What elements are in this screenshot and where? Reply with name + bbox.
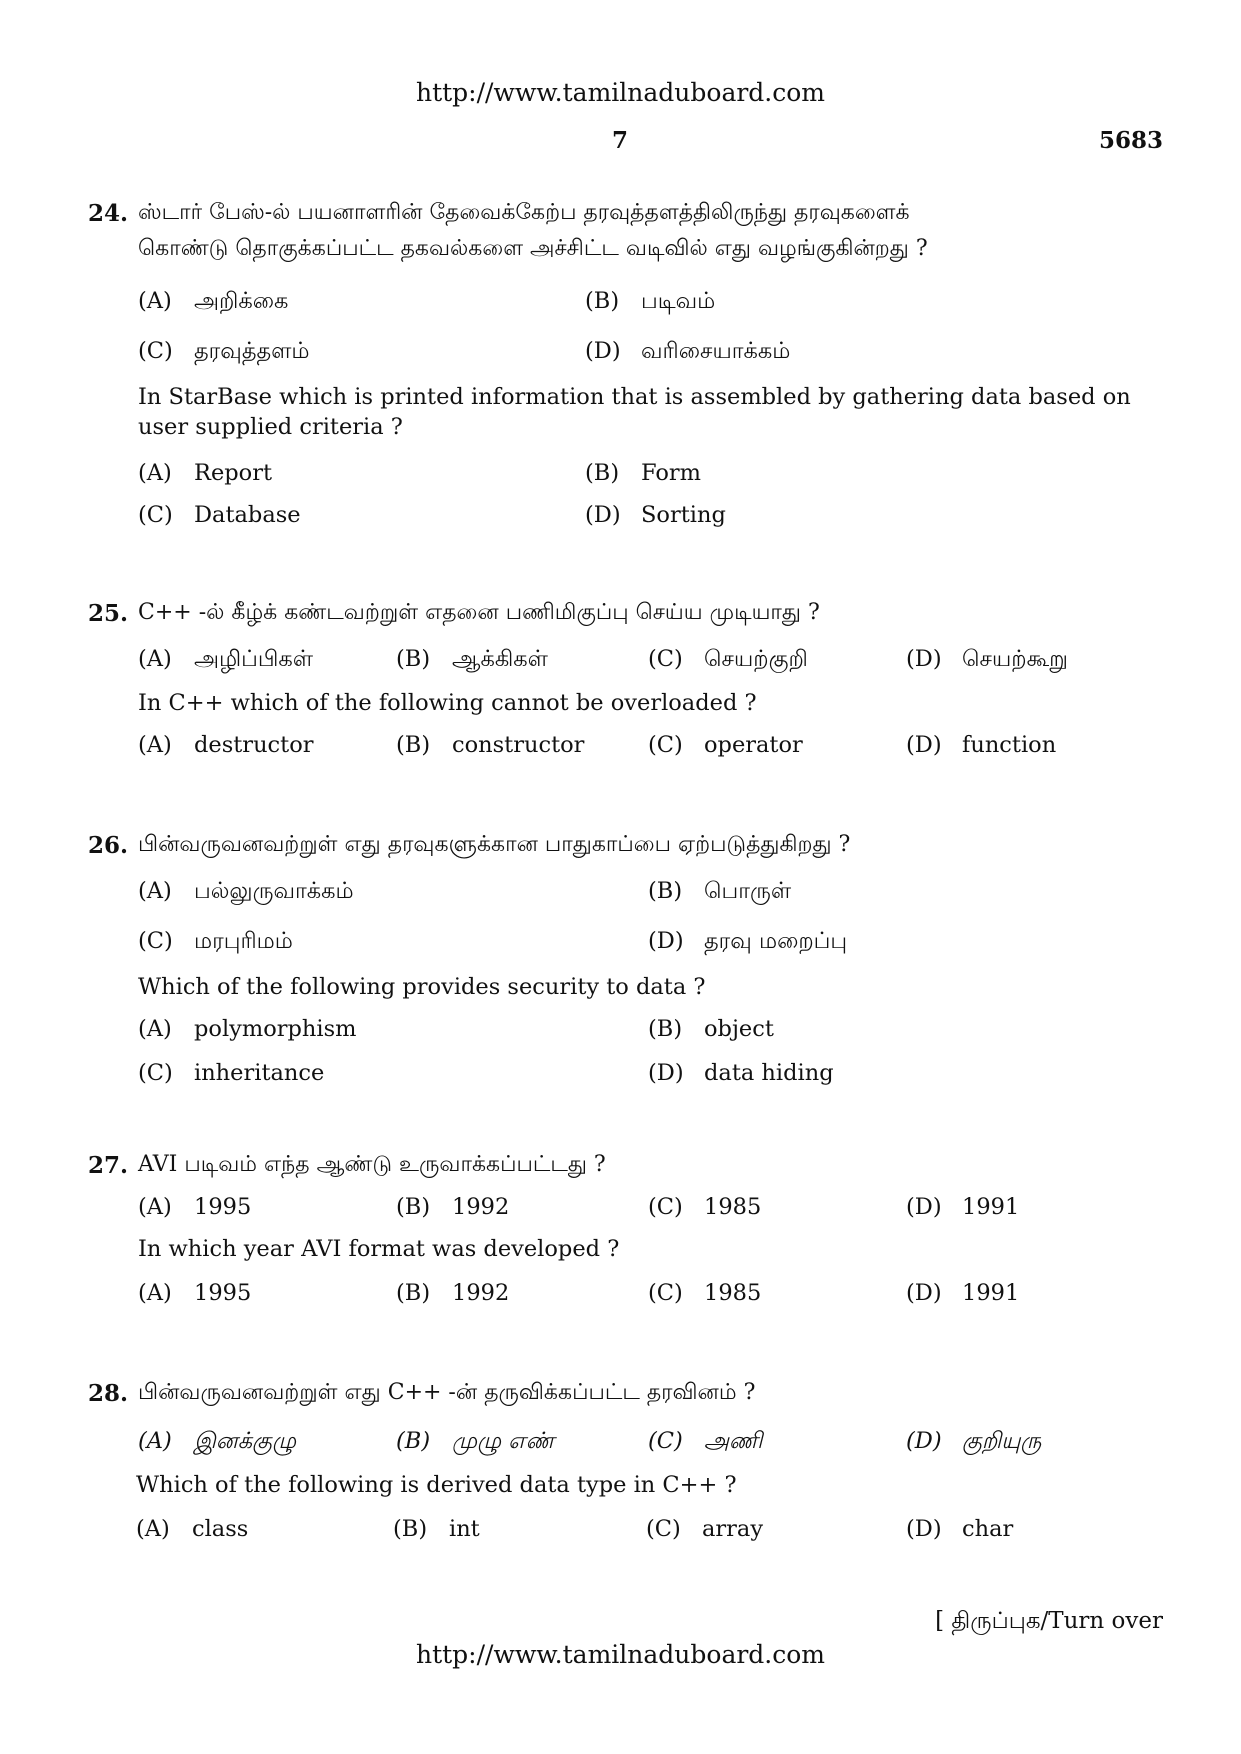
paper-code: 5683 <box>1098 127 1163 154</box>
header-url: http://www.tamilnaduboard.com <box>415 78 826 107</box>
turn-over-note: [ திருப்புக/Turn over <box>935 1608 1163 1634</box>
option-tamil-d: (D) 1991 <box>906 1194 1020 1220</box>
question-tamil-line: ஸ்டார் பேஸ்-ல் பயனாளரின் தேவைக்கேற்ப தரவுத்தளத்திலிருந்து தரவுகளைக் <box>138 200 910 225</box>
option-english-a: (A) destructor <box>138 732 314 758</box>
option-english-a: (A) polymorphism <box>138 1016 357 1042</box>
question-number: 24. <box>88 200 129 227</box>
option-english-d: (D) Sorting <box>585 502 726 528</box>
question-tamil-line: C++ -ல் கீழ்க் கண்டவற்றுள் எதனை பணிமிகுப்பு செய்ய முடியாது ? <box>138 600 820 625</box>
option-english-a: (A) 1995 <box>138 1280 252 1306</box>
option-tamil-d: (D) வரிசையாக்கம் <box>585 338 791 364</box>
question-tamil-line: AVI படிவம் எந்த ஆண்டு உருவாக்கப்பட்டது ? <box>138 1152 606 1177</box>
option-tamil-b: (B) ஆக்கிகள் <box>396 646 548 672</box>
option-tamil-b: (B) படிவம் <box>585 288 716 314</box>
page-number: 7 <box>611 127 628 154</box>
question-tamil-line: பின்வருவனவற்றுள் எது தரவுகளுக்கான பாதுகாப்பை ஏற்படுத்துகிறது ? <box>138 832 851 857</box>
option-english-b: (B) Form <box>585 460 702 486</box>
question-tamil-line: பின்வருவனவற்றுள் எது C++ -ன் தருவிக்கப்பட்ட தரவினம் ? <box>138 1380 756 1405</box>
option-tamil-b: (B) முழு எண் <box>396 1428 555 1454</box>
question-english-line: Which of the following is derived data type in C++ ? <box>136 1472 737 1498</box>
option-tamil-c: (C) அணி <box>648 1428 763 1454</box>
option-tamil-a: (A) 1995 <box>138 1194 252 1220</box>
option-tamil-c: (C) செயற்குறி <box>648 646 808 672</box>
option-english-c: (C) operator <box>648 732 803 758</box>
question-tamil-line: கொண்டு தொகுக்கப்பட்ட தகவல்களை அச்சிட்ட வடிவில் எது வழங்குகின்றது ? <box>138 236 928 261</box>
option-english-c: (C) inheritance <box>138 1060 325 1086</box>
option-english-b: (B) object <box>648 1016 774 1042</box>
question-number: 26. <box>88 832 129 859</box>
question-english-line: In StarBase which is printed information that is assembled by gathering data based on <box>138 384 1131 410</box>
question-number: 28. <box>88 1380 129 1407</box>
option-tamil-c: (C) மரபுரிமம் <box>138 928 293 954</box>
option-english-b: (B) constructor <box>396 732 585 758</box>
option-english-d: (D) function <box>906 732 1057 758</box>
option-tamil-b: (B) பொருள் <box>648 878 792 904</box>
footer-url: http://www.tamilnaduboard.com <box>415 1640 826 1669</box>
option-english-b: (B) int <box>393 1516 480 1542</box>
option-tamil-a: (A) அழிப்பிகள் <box>138 646 314 672</box>
option-tamil-a: (A) பல்லுருவாக்கம் <box>138 878 354 904</box>
option-tamil-a: (A) இனக்குழு <box>138 1428 296 1454</box>
option-english-d: (D) data hiding <box>648 1060 834 1086</box>
option-english-a: (A) class <box>136 1516 249 1542</box>
question-number: 25. <box>88 600 129 627</box>
question-english-line: Which of the following provides security to data ? <box>138 974 706 1000</box>
option-tamil-c: (C) தரவுத்தளம் <box>138 338 310 364</box>
option-english-b: (B) 1992 <box>396 1280 510 1306</box>
option-english-d: (D) 1991 <box>906 1280 1020 1306</box>
option-english-d: (D) char <box>906 1516 1014 1542</box>
option-tamil-d: (D) தரவு மறைப்பு <box>648 928 848 954</box>
option-english-c: (C) array <box>646 1516 764 1542</box>
option-tamil-d: (D) செயற்கூறு <box>906 646 1068 672</box>
option-tamil-a: (A) அறிக்கை <box>138 288 289 314</box>
option-tamil-b: (B) 1992 <box>396 1194 510 1220</box>
question-english-line: In which year AVI format was developed ? <box>138 1236 620 1262</box>
option-tamil-c: (C) 1985 <box>648 1194 762 1220</box>
question-english-line: In C++ which of the following cannot be overloaded ? <box>138 690 757 716</box>
option-english-c: (C) Database <box>138 502 301 528</box>
question-english-line: user supplied criteria ? <box>138 414 403 440</box>
option-english-c: (C) 1985 <box>648 1280 762 1306</box>
question-number: 27. <box>88 1152 129 1179</box>
option-tamil-d: (D) குறியுரு <box>906 1428 1042 1454</box>
option-english-a: (A) Report <box>138 460 273 486</box>
